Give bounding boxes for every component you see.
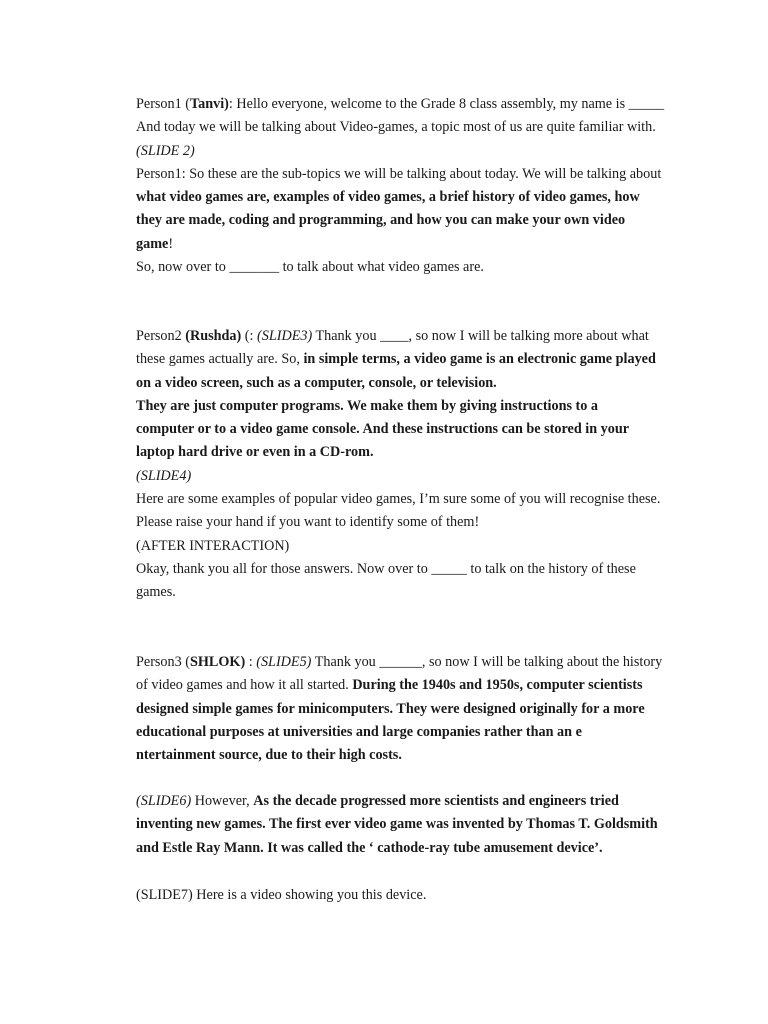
- text-line: game!: [136, 235, 174, 252]
- text-line: educational purposes at universities and large companies rather than an e: [136, 723, 582, 740]
- text-line: Person3 (SHLOK) : (SLIDE5) Thank you ______, so now I will be talking about the history: [136, 654, 663, 670]
- text-line: Please raise your hand if you want to identify some of them!: [136, 514, 480, 531]
- text-line: and Estle Ray Mann. It was called the ‘ cathode-ray tube amusement device’.: [136, 839, 603, 856]
- text-line: Okay, thank you all for those answers. Now over to _____ to talk on the history of these: [136, 560, 636, 577]
- slide-marker: (SLIDE4): [136, 467, 192, 484]
- text-line: laptop hard drive or even in a CD-rom.: [136, 444, 374, 461]
- text-line: (SLIDE6) However, As the decade progressed more scientists and engineers tried: [136, 793, 619, 809]
- text-line: these games actually are. So, in simple terms, a video game is an electronic game played: [136, 351, 656, 368]
- slide-marker: (SLIDE 2): [136, 142, 195, 159]
- text-line: they are made, coding and programming, and how you can make your own video: [136, 212, 626, 229]
- text-line: (AFTER INTERACTION): [136, 537, 290, 554]
- text-line: Person1 (Tanvi): Hello everyone, welcome to the Grade 8 class assembly, my name is _____: [136, 96, 665, 112]
- text-line: what video games are, examples of video games, a brief history of video games, how: [136, 189, 640, 206]
- text-line: Person1: So these are the sub-topics we will be talking about today. We will be talking about: [136, 165, 662, 182]
- paragraph-slide6: [136, 790, 666, 860]
- text-line: computer or to a video game console. And these instructions can be stored in your: [136, 421, 630, 438]
- text-line: So, now over to _______ to talk about what video games are.: [136, 259, 484, 276]
- text-line: on a video screen, such as a computer, console, or television.: [136, 374, 497, 391]
- text-line: They are just computer programs. We make them by giving instructions to a: [136, 397, 599, 414]
- text-line: Person2 (Rushda) (: (SLIDE3) Thank you ____, so now I will be talking more about what: [136, 328, 649, 344]
- paragraph-person2: [136, 325, 666, 605]
- text-line: (SLIDE7) Here is a video showing you this device.: [136, 887, 427, 903]
- paragraph-slide7: [136, 884, 666, 907]
- paragraph-person3: [136, 651, 666, 767]
- text-line: of video games and how it all started. During the 1940s and 1950s, computer scientists: [136, 677, 643, 694]
- paragraph-person1: [136, 93, 666, 279]
- text-line: inventing new games. The first ever video game was invented by Thomas T. Goldsmith: [136, 816, 658, 833]
- text-line: games.: [136, 584, 176, 601]
- text-line: Here are some examples of popular video games, I’m sure some of you will recognise these.: [136, 491, 661, 508]
- text-line: ntertainment source, due to their high costs.: [136, 747, 402, 764]
- text-line: And today we will be talking about Video-games, a topic most of us are quite familiar with.: [136, 119, 656, 136]
- text-line: designed simple games for minicomputers. They were designed originally for a more: [136, 700, 645, 717]
